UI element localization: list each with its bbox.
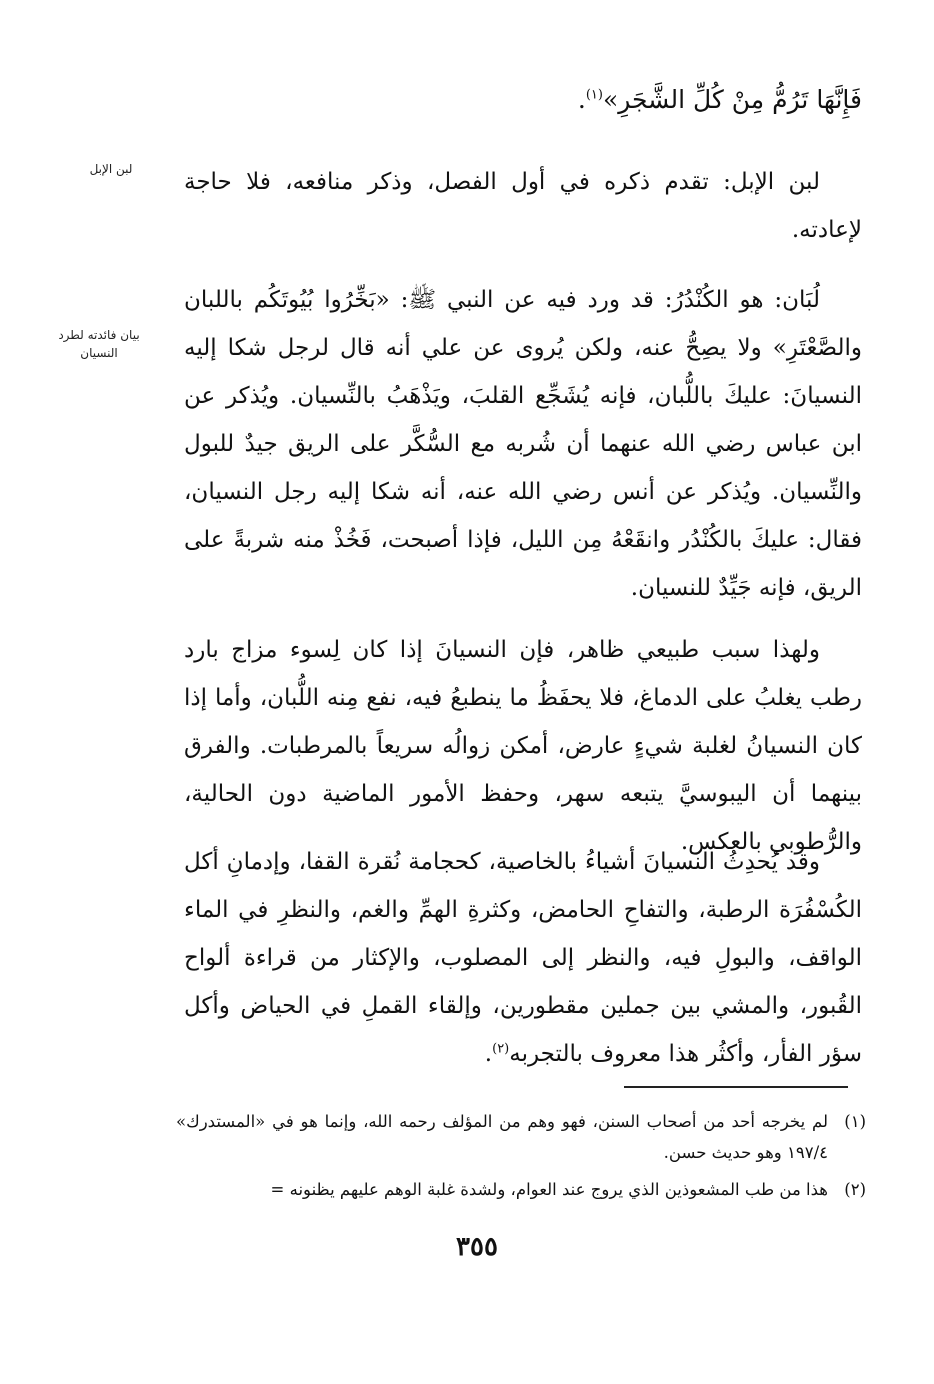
footnotes [176,1106,866,1205]
footnote-ref-1[interactable]: (١) [585,87,603,103]
margin-note-frankincense: بيان فائدته لطرد النسيان [58,328,140,360]
paragraph-camel-milk [184,158,862,254]
page-number: ٣٥٥ [456,1232,498,1262]
footnote-2-text: هذا من طب المشعوذين الذي يروج عند العوام، ولشدة غلبة الوهم عليهم يظنونه = [270,1180,828,1199]
paragraph-natural-cause [184,626,862,866]
forgetfulness-causes-text: وقد يُحدِثُ النسيانَ أشياءُ بالخاصية، كحجامة نُقرة القفا، وإدمانِ أكل الكُسْفُرَة الرطبة، والتفاحِ الحامض، وكثرةِ الهمِّ والغم، والنظرِ في الماء الواقف، والبولِ فيه، والنظر إلى المصلوب، والإكثار من قراءة ألواح القُبور، والمشي بين جملين مقطورين، وإلقاء القملِ في الحياض وأكل سؤر الفأر، وأكثُر هذا معروف بالتجربه [184,849,862,1067]
forgetfulness-causes-period: . [484,1041,493,1067]
paragraph-forgetfulness-causes [184,838,862,1078]
footnote-ref-2[interactable]: (٢) [492,1041,510,1057]
footnote-1-text: لم يخرجه أحد من أصحاب السنن، فهو وهم من المؤلف رحمه الله، وإنما هو في «المستدرك» ١٩٧/٤ وهو حديث حسن. [176,1112,828,1162]
footnote-divider [624,1086,848,1088]
footnote-2 [176,1174,866,1205]
footnote-1-number: (١) [844,1112,866,1131]
hadith-end-period: . [577,85,586,114]
footnote-1 [176,1106,866,1168]
camel-milk-text: لبن الإبل: تقدم ذكره في أول الفصل، وذكر منافعه، فلا حاجة لإعادته. [184,169,862,243]
hadith-end-text: فَإِنَّهَا تَرُمُّ مِنْ كُلِّ الشَّجَرِ» [602,85,862,114]
paragraph-frankincense [184,276,862,612]
natural-cause-text: ولهذا سبب طبيعي ظاهر، فإن النسيانَ إذا كان لِسوء مزاج بارد رطب يغلبُ على الدماغ، فلا يحفَظُ ما ينطبعُ فيه، نفع مِنه اللُّبان، وأما إذا كان النسيانُ لغلبة شيءٍ عارض، أمكن زوالُه سريعاً بالمرطبات. والفرق بينهما أن اليبوسيَّ يتبعه سهر، وحفظ الأمور الماضية دون الحالية، والرُّطوبي بالعكس. [184,637,862,855]
footnote-2-number: (٢) [844,1180,866,1199]
margin-note-camel-milk: لبن الإبل [89,162,133,176]
frankincense-text: لُبَان: هو الكُنْدُرُ: قد ورد فيه عن النبي ﷺ: «بَخِّرُوا بُيُوتَكُم باللبان والصَّعْتَرِ» ولا يصِحُّ عنه، ولكن يُروى عن علي أنه قال لرجل شكا إليه النسيانَ: عليكَ باللُّبان، فإنه يُشَجِّع القلبَ، ويَذْهَبُ بالنِّسيان. ويُذكر عن ابن عباس رضي الله عنهما أن شُربه مع السُّكَّر على الريق جيدٌ للبول والنِّسيان. ويُذكر عن أنس رضي الله عنه، أنه شكا إليه رجل النسيان، فقال: عليكَ بالكُنْدُر وانقَعْهُ مِن الليل، فإذا أصبحت، فَخُذْ منه شربةً على الريق، فإنه جَيِّدٌ للنسيان. [184,287,862,601]
paragraph-hadith-end [184,76,862,124]
